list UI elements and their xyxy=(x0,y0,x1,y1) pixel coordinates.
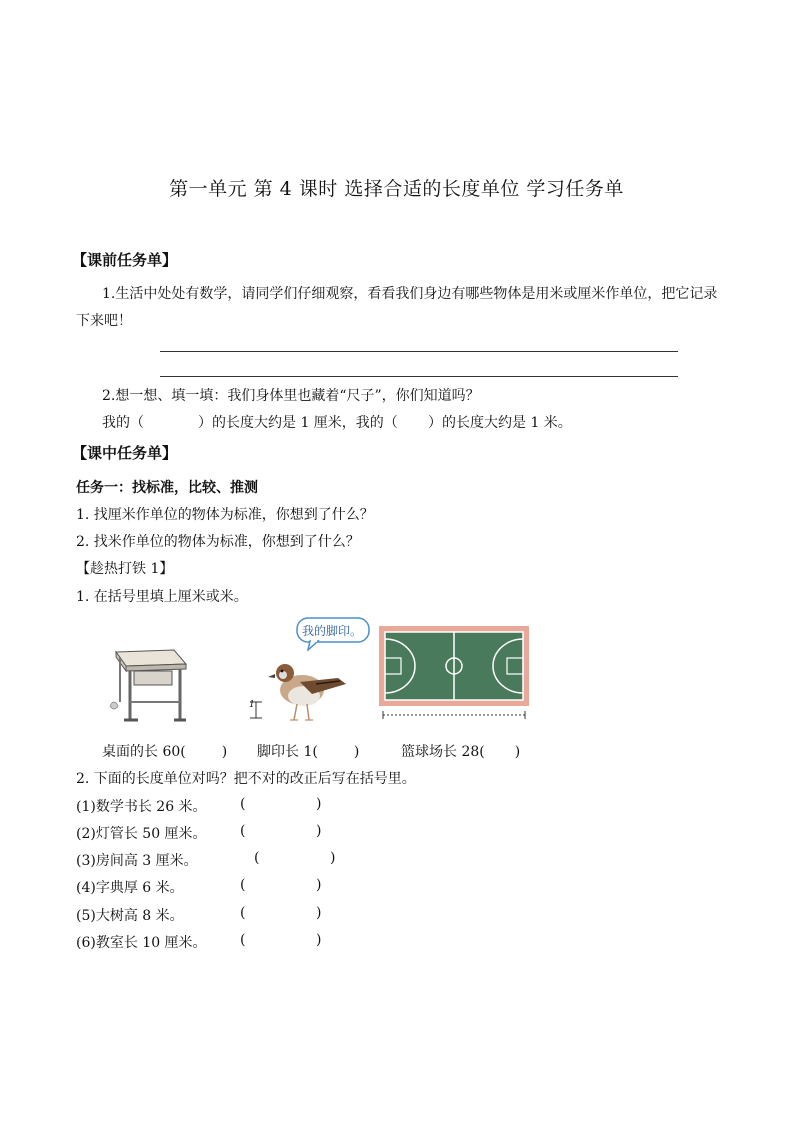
close-paren: ) xyxy=(330,850,336,866)
bubble-text: 我的脚印。 xyxy=(302,624,363,638)
list-item-6: (6)教室长 10 厘米。 xyxy=(76,935,207,951)
answer-line-1[interactable] xyxy=(160,351,678,352)
practice-q2: 2. 下面的长度单位对吗？把不对的改正后写在括号里。 xyxy=(76,771,416,787)
task1-heading: 任务一：找标准，比较、推测 xyxy=(76,480,258,496)
practice-header: 【趁热打铁 1】 xyxy=(76,561,174,577)
in-class-header: 【课中任务单】 xyxy=(72,444,178,462)
list-item-3: (3)房间高 3 厘米。 xyxy=(76,853,198,869)
task1-q2: 2. 找米作单位的物体为标准，你想到了什么？ xyxy=(76,534,360,550)
open-paren: ( xyxy=(254,850,260,866)
close-paren: ) xyxy=(316,877,322,893)
q2-text: 2.想一想、填一填：我们身体里也藏着“尺子”，你们知道吗？ xyxy=(102,388,480,404)
basketball-court-image xyxy=(377,625,531,721)
answer-line-2[interactable] xyxy=(160,376,678,377)
list-item-2: (2)灯管长 50 厘米。 xyxy=(76,826,207,842)
pre-class-header: 【课前任务单】 xyxy=(72,251,178,269)
q2-fill-a: 我的（ xyxy=(102,415,144,431)
q1-text-line1: 1.生活中处处有数学，请同学们仔细观察，看看我们身边有哪些物体是用米或厘米作单位，把它记录 xyxy=(102,286,718,302)
caption-desk xyxy=(102,741,227,761)
list-item-5: (5)大树高 8 米。 xyxy=(76,908,184,924)
caption-court xyxy=(401,741,520,761)
close-paren: ) xyxy=(316,905,322,921)
open-paren: ( xyxy=(240,823,246,839)
close-paren: ) xyxy=(316,796,322,812)
caption-desk-text: 桌面的长 60( xyxy=(102,744,186,760)
caption-court-text: 篮球场长 28( xyxy=(401,744,485,760)
list-item-1: (1)数学书长 26 米。 xyxy=(76,799,207,815)
q1-text-line2: 下来吧！ xyxy=(76,313,132,329)
desk-image xyxy=(108,642,190,726)
open-paren: ( xyxy=(240,796,246,812)
task1-q1: 1. 找厘米作单位的物体为标准，你想到了什么？ xyxy=(76,507,374,523)
close-paren: ) xyxy=(316,823,322,839)
q2-fill-c: ）的长度大约是 1 米。 xyxy=(428,415,572,431)
caption-foot xyxy=(257,741,359,761)
open-paren: ( xyxy=(240,905,246,921)
caption-foot-text: 脚印长 1( xyxy=(257,744,318,760)
page-title: 第一单元 第 4 课时 选择合适的长度单位 学习任务单 xyxy=(169,178,624,200)
caption-court-close: ) xyxy=(514,744,521,760)
footprint-label: 1 xyxy=(249,700,255,710)
caption-foot-close: ) xyxy=(353,744,360,760)
open-paren: ( xyxy=(240,932,246,948)
list-item-4: (4)字典厚 6 米。 xyxy=(76,880,184,896)
open-paren: ( xyxy=(240,877,246,893)
q2-fill-b: ）的长度大约是 1 厘米，我的（ xyxy=(198,415,398,431)
sparrow-image xyxy=(242,654,354,724)
practice-q1: 1. 在括号里填上厘米或米。 xyxy=(76,589,248,605)
caption-desk-close: ) xyxy=(221,744,228,760)
close-paren: ) xyxy=(316,932,322,948)
